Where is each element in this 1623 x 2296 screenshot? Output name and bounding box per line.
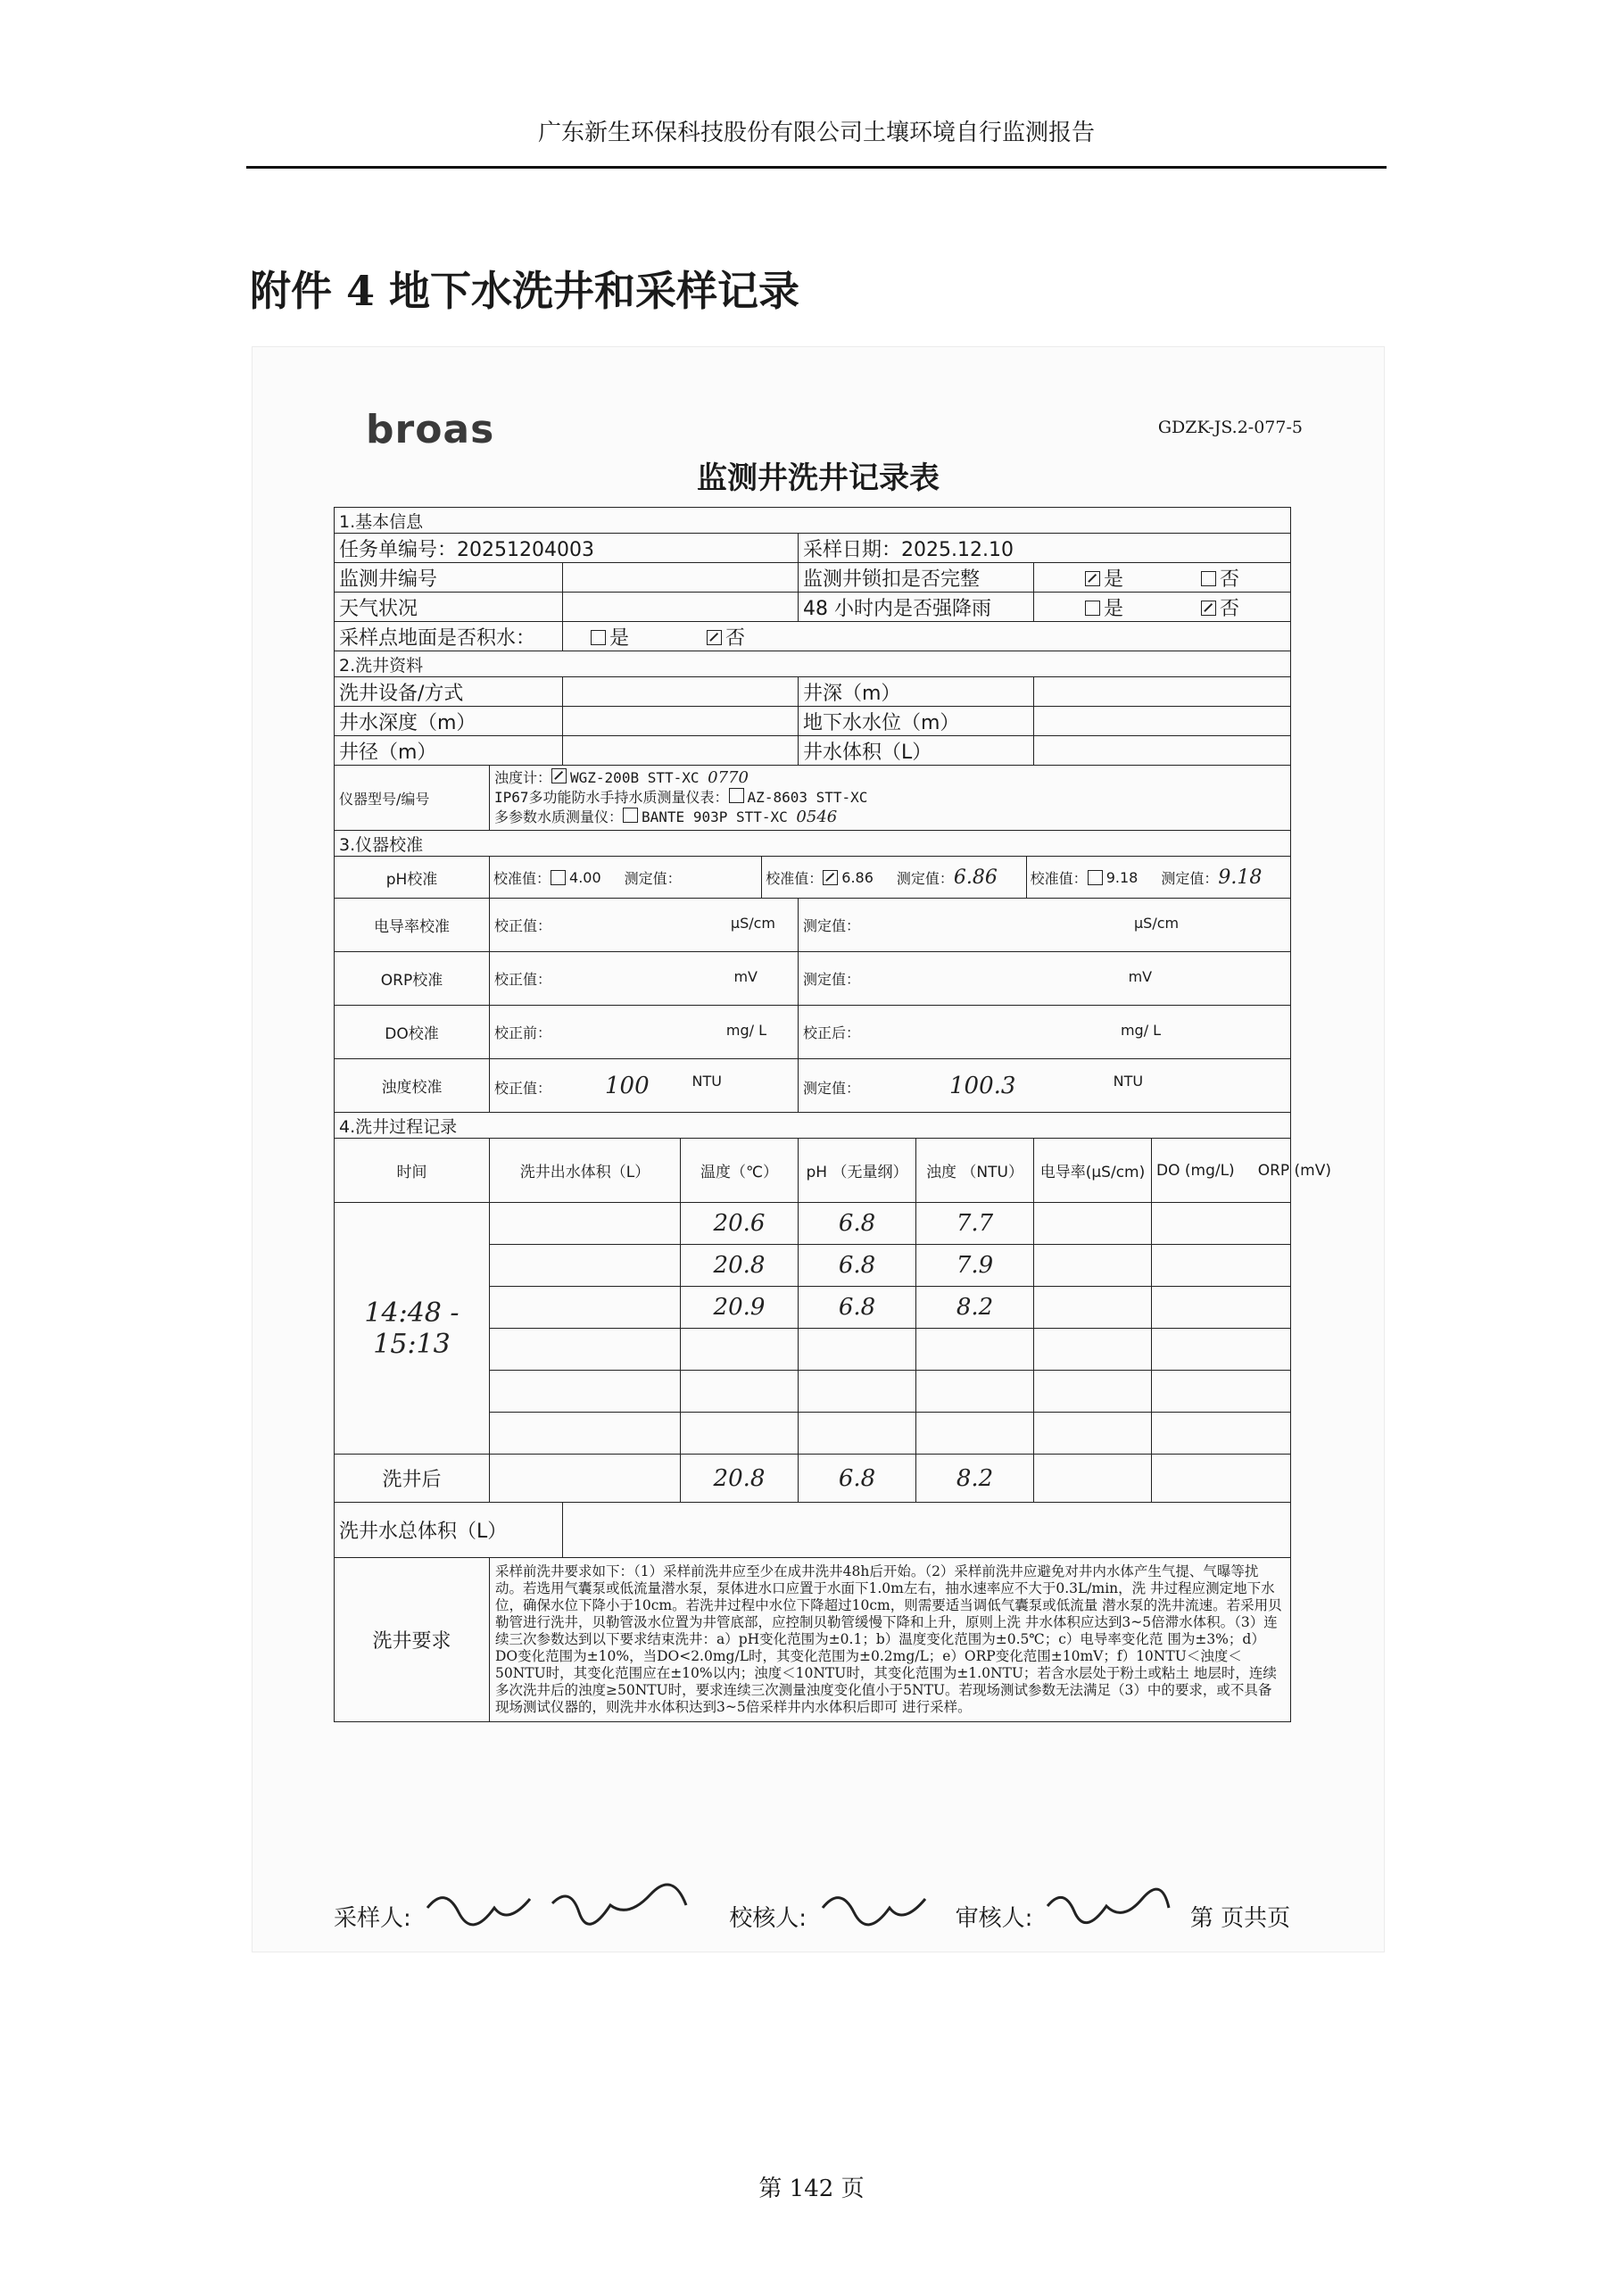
ph-calibration-values: [490, 857, 1291, 899]
row1-do-orp: [1152, 1203, 1291, 1245]
conductivity-correction-unit: μS/cm: [730, 915, 775, 932]
row1-turbidity: 7.7: [916, 1203, 1034, 1245]
row4-conductivity: [1034, 1329, 1152, 1371]
well-depth-label: 井深（m）: [799, 677, 1034, 707]
total-volume-label: 洗井水总体积（L）: [335, 1503, 563, 1558]
turbidity-correction-cell: [490, 1059, 799, 1113]
row6-ph: [799, 1413, 916, 1455]
reviewer-label: 审核人:: [955, 1905, 1033, 1932]
row6-conductivity: [1034, 1413, 1152, 1455]
weather-label: 天气状况: [335, 593, 563, 622]
row5-do-orp: [1152, 1371, 1291, 1413]
row1-ph: 6.8: [799, 1203, 916, 1245]
instrument-list: [490, 766, 1291, 831]
running-header: 广东新生环保科技股份有限公司土壤环境自行监测报告: [537, 120, 1095, 146]
col-header-do-orp: [1152, 1139, 1332, 1203]
turbidity-correction-value: 100: [605, 1072, 650, 1099]
orp-correction-unit: mV: [733, 968, 758, 985]
lock-yes-checkbox[interactable]: [1085, 571, 1100, 586]
row6-do-orp: [1152, 1413, 1291, 1455]
equipment-label: 洗井设备/方式: [335, 677, 563, 707]
row1-volume: [490, 1203, 681, 1245]
task-number-value: 20251204003: [457, 538, 594, 561]
ph3-checkbox[interactable]: [1088, 870, 1103, 885]
orp-measured-label: 测定值：: [803, 971, 861, 988]
ph3-std-value: 9.18: [1105, 868, 1139, 886]
rain-yes-label: 是: [1104, 597, 1124, 620]
do-before-cell: [490, 1006, 799, 1059]
row3-temperature: 20.9: [681, 1287, 799, 1329]
after-wash-conductivity: [1034, 1455, 1152, 1503]
ph2-std-value: 6.86: [841, 868, 874, 886]
multiparam-meter-checkbox[interactable]: [623, 808, 638, 823]
sampling-date-cell: [799, 534, 1291, 563]
conductivity-measured-cell: [799, 899, 1291, 952]
lock-intact-options: [1034, 563, 1291, 593]
ph1-meas-label: 测定值：: [624, 869, 682, 887]
multiparam-meter-label: 多参数水质测量仪：: [494, 808, 624, 825]
ph2-meas-label: 测定值：: [896, 869, 954, 887]
row5-temperature: [681, 1371, 799, 1413]
row4-volume: [490, 1329, 681, 1371]
lock-intact-label: 监测井锁扣是否完整: [799, 563, 1034, 593]
ip67-meter-checkbox[interactable]: [729, 788, 744, 803]
well-volume-label: 井水体积（L）: [799, 736, 1034, 766]
row2-volume: [490, 1245, 681, 1287]
row6-temperature: [681, 1413, 799, 1455]
well-diameter-label: 井径（m）: [335, 736, 563, 766]
col-header-conductivity: 电导率(μS/cm): [1034, 1139, 1152, 1203]
sampler-label: 采样人:: [334, 1905, 411, 1932]
turbidity-meter-checkbox[interactable]: [551, 768, 567, 783]
sampler-signature: [418, 1881, 722, 1932]
do-calibration-label: DO校准: [335, 1006, 490, 1059]
checker-signature-scribble: [814, 1881, 939, 1926]
after-wash-label: 洗井后: [335, 1455, 490, 1503]
row3-conductivity: [1034, 1287, 1152, 1329]
groundwater-level-value: [1034, 707, 1291, 736]
well-number-label: 监测井编号: [335, 563, 563, 593]
row3-do-orp: [1152, 1287, 1291, 1329]
lock-yes-label: 是: [1104, 568, 1124, 591]
row2-temperature: 20.8: [681, 1245, 799, 1287]
page-count-text: 第 页共页: [1189, 1905, 1291, 1932]
sampling-date-value: 2025.12.10: [901, 538, 1014, 561]
turbidity-correction-unit: NTU: [691, 1072, 722, 1090]
ph2-meas-value: 6.86: [953, 866, 998, 889]
turbidity-correction-label: 校正值：: [494, 1079, 552, 1097]
row3-turbidity: 8.2: [916, 1287, 1034, 1329]
turbidity-measured-label: 测定值：: [803, 1079, 861, 1097]
after-wash-do-orp: [1152, 1455, 1291, 1503]
row4-do-orp: [1152, 1329, 1291, 1371]
well-depth-value: [1034, 677, 1291, 707]
do-after-label: 校正后：: [803, 1024, 861, 1041]
row2-turbidity: 7.9: [916, 1245, 1034, 1287]
wash-time-value: 14:48 - 15:13: [335, 1203, 490, 1455]
lock-no-label: 否: [1220, 568, 1240, 591]
turbidity-meter-label: 浊度计：: [494, 769, 552, 786]
orp-measured-unit: mV: [1128, 968, 1153, 985]
ph3-std-label: 校准值：: [1030, 869, 1088, 887]
orp-correction-cell: [490, 952, 799, 1006]
total-volume-value: [563, 1503, 1291, 1558]
task-number-cell: [335, 534, 799, 563]
row5-conductivity: [1034, 1371, 1152, 1413]
turbidity-meter-line: [494, 768, 1286, 788]
conductivity-correction-label: 校正值：: [494, 917, 552, 934]
section-heading: 附件 4 地下水洗井和采样记录: [250, 267, 800, 315]
turbidity-measured-value: 100.3: [949, 1072, 1016, 1099]
rain-no-label: 否: [1220, 597, 1240, 620]
well-volume-value: [1034, 736, 1291, 766]
col-header-temperature: 温度（℃）: [681, 1139, 799, 1203]
rain-yes-checkbox[interactable]: [1085, 601, 1100, 616]
ph-calibration-label: pH校准: [335, 857, 490, 899]
row4-temperature: [681, 1329, 799, 1371]
ph1-std-label: 校准值：: [493, 869, 551, 887]
do-after-unit: mg/ L: [1120, 1022, 1162, 1039]
washing-requirements-label: 洗井要求: [335, 1558, 490, 1722]
groundwater-level-label: 地下水水位（m）: [799, 707, 1034, 736]
section-2-heading: 2.洗井资料: [335, 651, 1291, 677]
reviewer-signature-scribble: [1040, 1881, 1174, 1926]
ph2-std-label: 校准值：: [766, 869, 824, 887]
document-number: GDZK-JS.2-077-5: [1157, 418, 1303, 437]
ponding-yes-checkbox[interactable]: [591, 630, 606, 645]
well-diameter-value: [563, 736, 799, 766]
broas-logo: broas: [366, 407, 495, 452]
row5-volume: [490, 1371, 681, 1413]
checker-signature: [814, 1881, 948, 1932]
multiparam-meter-handwritten: 0546: [796, 808, 838, 826]
after-wash-turbidity: 8.2: [916, 1455, 1034, 1503]
row5-ph: [799, 1371, 916, 1413]
heavy-rain-options: [1034, 593, 1291, 622]
ponding-yes-label: 是: [609, 626, 630, 650]
row4-ph: [799, 1329, 916, 1371]
turbidity-meter-model: WGZ-200B STT-XC: [570, 769, 700, 786]
after-wash-ph: 6.8: [799, 1455, 916, 1503]
task-number-label: 任务单编号：: [339, 538, 458, 561]
conductivity-measured-unit: μS/cm: [1133, 915, 1180, 932]
row2-do-orp: [1152, 1245, 1291, 1287]
row1-conductivity: [1034, 1203, 1152, 1245]
col-header-orp: ORP (mV): [1257, 1161, 1332, 1180]
multiparam-meter-model: BANTE 903P STT-XC: [642, 808, 788, 825]
row6-turbidity: [916, 1413, 1034, 1455]
header-rule: [246, 166, 1387, 169]
turbidity-measured-unit: NTU: [1113, 1072, 1144, 1090]
ph3-meas-label: 测定值：: [1161, 869, 1219, 887]
ip67-meter-model: AZ-8603 STT-XC: [747, 789, 868, 806]
reviewer-signature: [1040, 1881, 1183, 1932]
signature-row: [334, 1881, 1315, 1933]
lock-no-checkbox[interactable]: [1201, 571, 1216, 586]
ponding-label: 采样点地面是否积水：: [335, 622, 563, 651]
col-header-volume: 洗井出水体积（L）: [490, 1139, 681, 1203]
conductivity-calibration-label: 电导率校准: [335, 899, 490, 952]
turbidity-measured-cell: [799, 1059, 1291, 1113]
col-header-do: DO (mg/L): [1156, 1161, 1235, 1180]
ph3-meas-value: 9.18: [1218, 866, 1263, 889]
orp-measured-cell: [799, 952, 1291, 1006]
after-wash-volume: [490, 1455, 681, 1503]
col-header-time: 时间: [335, 1139, 490, 1203]
checker-label: 校核人:: [729, 1905, 807, 1932]
row3-ph: 6.8: [799, 1287, 916, 1329]
rain-no-checkbox[interactable]: [1201, 601, 1216, 616]
conductivity-correction-cell: [490, 899, 799, 952]
ip67-meter-label: IP67多功能防水手持水质测量仪表：: [494, 789, 729, 806]
section-4-heading: 4.洗井过程记录: [335, 1113, 1291, 1139]
do-before-label: 校正前：: [494, 1024, 552, 1041]
row1-temperature: 20.6: [681, 1203, 799, 1245]
washing-requirements-text: 采样前洗井要求如下：（1）采样前洗井应至少在成井洗井48h后开始。（2）采样前洗井应避免对井内水体产生气提、气曝等扰动。若选用气囊泵或低流量潜水泵，泵体进水口应置于水面下1.0m左右，抽水速率应不大于0.3L/min，洗 井过程应测定地下水位，确保水位下降小于10cm。若洗井过程中水位下降超过10cm，则需要适当调低气囊泵或低流量 潜水泵的洗井流速。若采用贝勒管进行洗井，贝勒管汲水位置为井管底部，应控制贝勒管缓慢下降和上升，原则上洗 井水体积应达到3~5倍滞水体积。（3）连续三次参数达到以下要求结束洗井：a）pH变化范围为±0.1；b）温度变化范围为±0.5℃；c）电导率变化范 围为±3%；d）DO变化范围为±10%，当DO<2.0mg/L时，其变化范围为±0.2mg/L；e）ORP变化范围±10mV；f）10NTU＜浊度＜50NTU时，其变化范围应在±10%以内；浊度＜10NTU时，其变化范围为±1.0NTU；若含水层处于粉土或粘土 地层时，连续多次洗井后的浊度≥50NTU时，要求连续三次测量浊度变化值小于5NTU。若现场测试参数无法满足（3）中的要求，或不具备现场测试仪器的，则洗井水体积达到3~5倍采样井内水体积后即可 进行采样。: [490, 1558, 1291, 1722]
page-footer: 第 142 页: [758, 2176, 865, 2202]
row5-turbidity: [916, 1371, 1034, 1413]
row4-turbidity: [916, 1329, 1034, 1371]
heavy-rain-label: 48 小时内是否强降雨: [799, 593, 1034, 622]
weather-value: [563, 593, 799, 622]
section-3-heading: 3.仪器校准: [335, 831, 1291, 857]
form-title: 监测井洗井记录表: [697, 460, 940, 496]
turbidity-calibration-label: 浊度校准: [335, 1059, 490, 1113]
col-header-turbidity: 浊度 （NTU）: [916, 1139, 1034, 1203]
turbidity-meter-handwritten: 0770: [708, 768, 749, 787]
ip67-meter-line: [494, 788, 1286, 808]
row6-volume: [490, 1413, 681, 1455]
conductivity-measured-label: 测定值：: [803, 917, 861, 934]
col-header-ph: pH （无量纲）: [799, 1139, 916, 1203]
orp-correction-label: 校正值：: [494, 971, 552, 988]
row3-volume: [490, 1287, 681, 1329]
sampling-date-label: 采样日期：: [803, 538, 902, 561]
row2-ph: 6.8: [799, 1245, 916, 1287]
multiparam-meter-line: [494, 808, 1286, 827]
ph2-checkbox[interactable]: [823, 870, 838, 885]
ponding-no-label: 否: [725, 626, 746, 650]
after-wash-temperature: 20.8: [681, 1455, 799, 1503]
well-number-value: [563, 563, 799, 593]
ponding-no-checkbox[interactable]: [707, 630, 722, 645]
water-depth-label: 井水深度（m）: [335, 707, 563, 736]
water-depth-value: [563, 707, 799, 736]
row2-conductivity: [1034, 1245, 1152, 1287]
do-before-unit: mg/ L: [725, 1022, 766, 1039]
orp-calibration-label: ORP校准: [335, 952, 490, 1006]
do-after-cell: [799, 1006, 1291, 1059]
ph1-std-value: 4.00: [569, 868, 601, 886]
section-1-heading: 1.基本信息: [335, 508, 1291, 534]
well-washing-record-table: [334, 507, 1332, 1722]
ph1-checkbox[interactable]: [551, 870, 566, 885]
ponding-options: [563, 622, 1291, 651]
instrument-label: 仪器型号/编号: [335, 766, 490, 831]
scanned-form: [252, 346, 1385, 1952]
sampler-signature-scribble: [418, 1881, 713, 1926]
equipment-value: [563, 677, 799, 707]
